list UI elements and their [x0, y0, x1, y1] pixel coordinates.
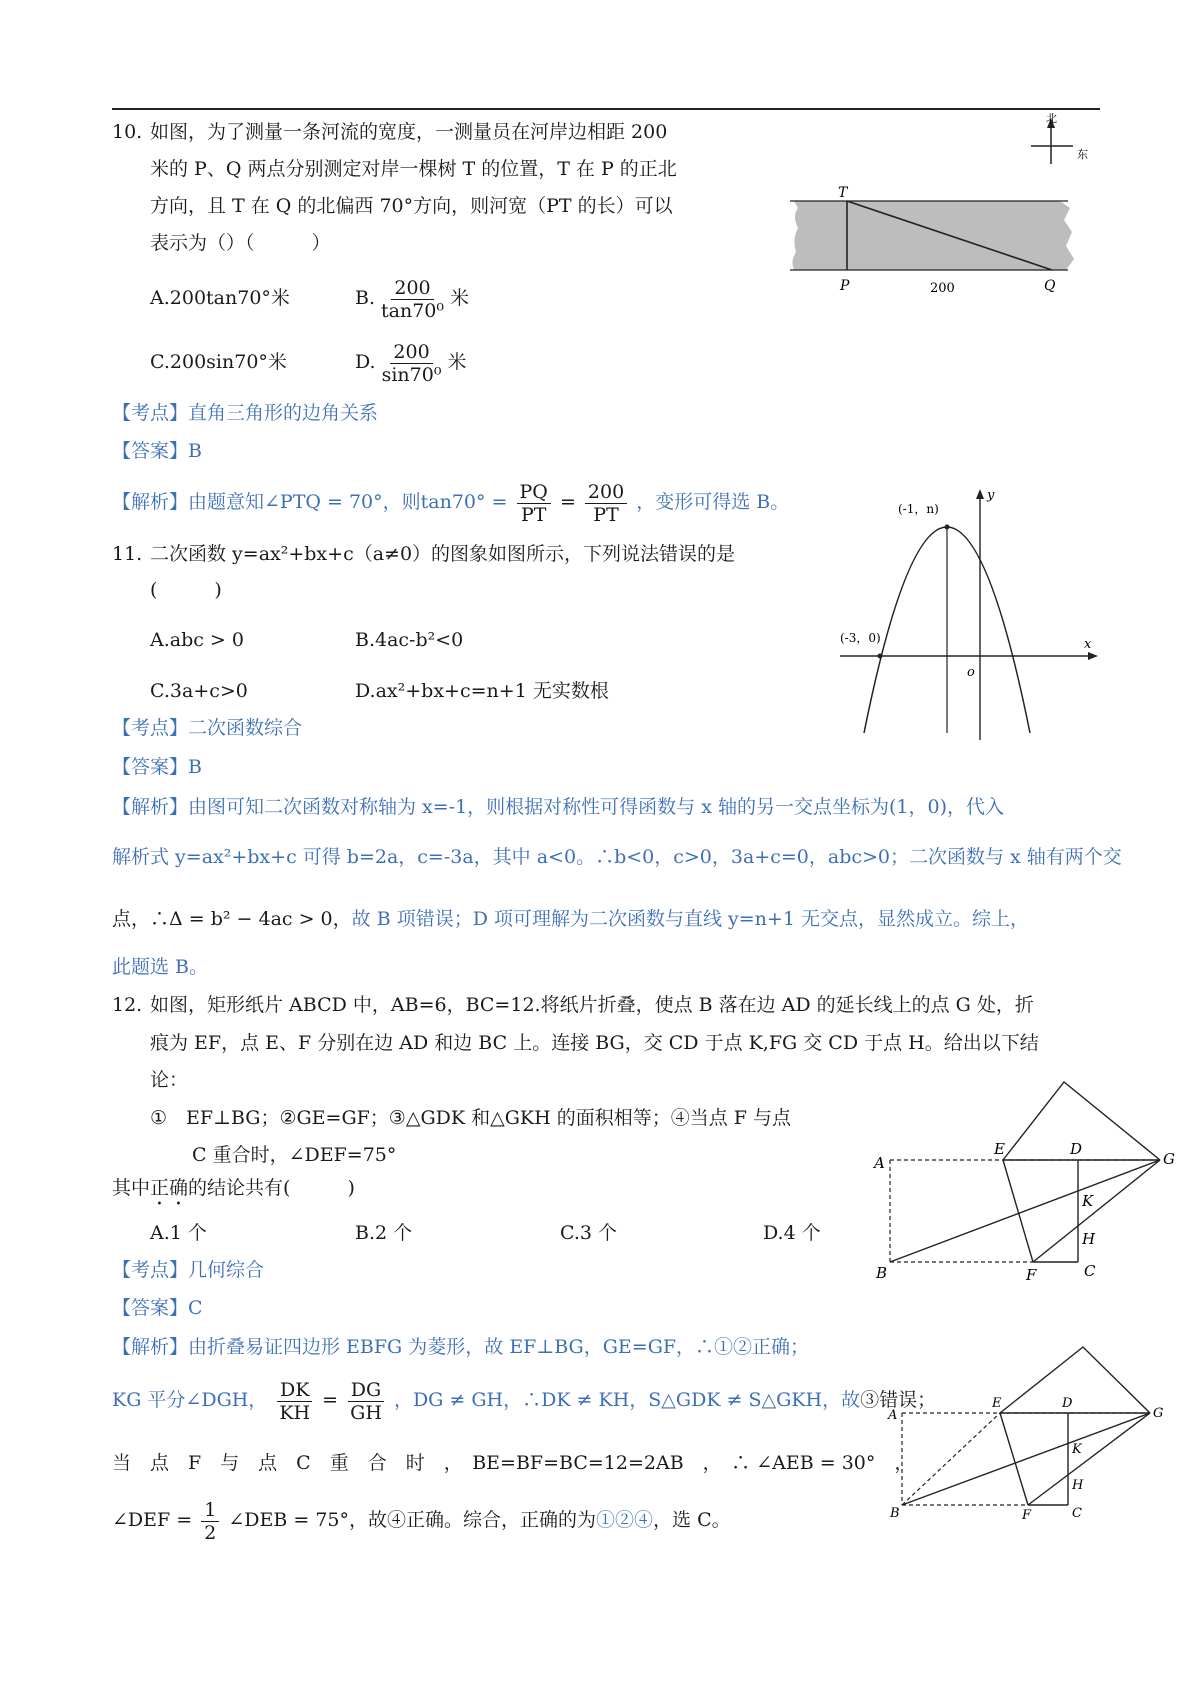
q11-jiexi-3 — [112, 904, 1029, 934]
q12-stem-1-text: 如图，矩形纸片 ABCD 中，AB=6，BC=12.将纸片折叠，使点 B 落在边 AD 的延长线上的点 G 处，折 — [150, 994, 1034, 1016]
q12-condition-2: C 重合时，∠DEF=75° — [192, 1144, 397, 1166]
label-t: T — [838, 185, 848, 201]
q11-stem-text: 二次函数 y=ax²+bx+c（a≠0）的图象如图所示，下列说法错误的是 — [150, 543, 736, 565]
fig2-label-c: C — [1072, 1506, 1082, 1521]
q10-stem-text-1: 如图，为了测量一条河流的宽度，一测量员在河岸边相距 200 — [150, 121, 668, 143]
fig1-label-e: E — [994, 1140, 1005, 1158]
q12-kaodian: 【考点】几何综合 — [112, 1259, 265, 1281]
fig2-label-d: D — [1062, 1396, 1073, 1411]
fig1-label-g: G — [1163, 1150, 1175, 1168]
q12-number: 12. — [112, 994, 143, 1016]
q10-option-d-fraction — [379, 341, 445, 386]
x-label: x — [1084, 637, 1092, 652]
fig1-label-a: A — [874, 1154, 885, 1172]
q12-jiexi-2-post-black: ③错误； — [860, 1389, 937, 1411]
fig2-line-be — [902, 1413, 1000, 1505]
q10-jiexi — [112, 474, 789, 530]
q10-option-d-den: sin70⁰ — [381, 363, 442, 386]
q11-option-c: C.3a+c>0 — [150, 680, 248, 702]
compass-east-label: 东 — [1077, 148, 1088, 161]
q10-option-b-unit: 米 — [450, 287, 470, 309]
fig1-label-c: C — [1084, 1262, 1096, 1280]
q11-paren: ( ) — [150, 579, 222, 601]
q12-jiexi-2-frac-1-num: DK — [277, 1379, 312, 1402]
q12-jiexi-2-frac-1-den: KH — [279, 1401, 311, 1424]
q10-jiexi-prefix: 【解析】由题意知∠PTQ = 70°，则tan70° = — [112, 491, 508, 513]
label-p: P — [840, 278, 850, 294]
q12-option-d: D.4 个 — [763, 1222, 821, 1244]
q12-jiexi-2-eq: = — [322, 1389, 339, 1411]
fig2-label-e: E — [992, 1396, 1002, 1411]
q10-jiexi-frac-1-den: PT — [520, 503, 547, 526]
q10-jiexi-frac-2 — [585, 481, 627, 526]
q12-which-pre: 其中 — [112, 1177, 151, 1199]
q12-jiexi-4-end: ，选 C。 — [653, 1509, 731, 1531]
q12-jiexi-4 — [112, 1492, 731, 1548]
fig2-label-f: F — [1022, 1508, 1032, 1523]
q12-option-a: A.1 个 — [150, 1222, 207, 1244]
q12-jiexi-4-pre: ∠DEF = — [112, 1509, 193, 1531]
q11-answer: 【答案】B — [112, 756, 202, 778]
q12-jiexi-2-post-blue: ，DG ≠ GH，∴DK ≠ KH，S△GDK ≠ S△GKH，故 — [393, 1389, 861, 1411]
q12-stem-3: 论： — [150, 1069, 189, 1091]
q10-stem-line-2: 米的 P、Q 两点分别测定对岸一棵树 T 的位置，T 在 P 的正北 — [150, 158, 677, 180]
label-q: Q — [1044, 278, 1056, 294]
q10-river-figure — [790, 112, 1100, 302]
fig1-line-fg — [1033, 1160, 1160, 1262]
q12-jiexi-2-frac-2-num: DG — [348, 1379, 384, 1402]
fig1-label-f: F — [1026, 1266, 1037, 1284]
fig1-label-k: K — [1082, 1192, 1094, 1210]
compass-north-label: 北 — [1046, 112, 1057, 125]
q10-number: 10. — [112, 121, 143, 143]
q10-jiexi-eq: = — [559, 491, 576, 513]
label-200: 200 — [930, 281, 955, 296]
q12-jiexi-4-frac — [201, 1499, 219, 1544]
river-shape — [792, 201, 1074, 270]
q11-number: 11. — [112, 543, 143, 565]
root-point — [878, 654, 883, 659]
q10-jiexi-frac-1 — [517, 481, 551, 526]
y-label: y — [987, 488, 995, 503]
q12-jiexi-1: 【解析】由折叠易证四边形 EBFG 为菱形，故 EF⊥BG，GE=GF，∴①②正确； — [112, 1336, 810, 1358]
q11-option-b: B.4ac-b²<0 — [355, 629, 464, 651]
q10-stem-line-4: 表示为（）（ ） — [150, 232, 331, 254]
q12-which-emph: 正确 — [150, 1177, 189, 1199]
fig1-label-h: H — [1082, 1230, 1096, 1248]
q10-kaodian: 【考点】直角三角形的边角关系 — [112, 402, 379, 424]
q12-jiexi-4-frac-num: 1 — [201, 1499, 219, 1522]
q10-answer: 【答案】B — [112, 440, 202, 462]
q12-jiexi-2-pre: KG 平分∠DGH， — [112, 1389, 268, 1411]
q11-jiexi-3b: 故 B 项错误；D 项可理解为二次函数与直线 y=n+1 无交点，显然成立。综上， — [351, 908, 1029, 930]
q10-option-d-num: 200 — [390, 341, 432, 364]
q12-fold-figure-2 — [880, 1345, 1180, 1523]
root-label: (-3，0) — [840, 631, 881, 645]
q12-which — [112, 1173, 355, 1210]
q12-condition-1: ① EF⊥BG；②GE=GF；③△GDK 和△GKH 的面积相等；④当点 F 与点 — [150, 1107, 791, 1129]
fig2-label-g: G — [1153, 1406, 1164, 1421]
origin-label: o — [967, 665, 975, 680]
q10-option-b — [355, 270, 469, 326]
q10-jiexi-frac-2-num: 200 — [585, 481, 627, 504]
q12-fold-figure-1 — [860, 1080, 1175, 1284]
q12-jiexi-4-blue: ①②④ — [596, 1509, 654, 1531]
q12-stem-1 — [112, 990, 1034, 1020]
q12-jiexi-2-frac-2 — [347, 1379, 385, 1424]
top-rule — [112, 108, 1100, 110]
fig1-label-b: B — [876, 1264, 888, 1282]
q11-jiexi-1: 【解析】由图可知二次函数对称轴为 x=-1，则根据对称性可得函数与 x 轴的另一交点坐标为(1，0)，代入 — [112, 796, 1004, 818]
q10-option-d — [355, 334, 466, 390]
fig1-line-ef — [1003, 1160, 1033, 1262]
fig2-folded-flap — [1000, 1347, 1150, 1413]
fig2-line-fg — [1028, 1413, 1150, 1505]
q10-option-b-num: 200 — [391, 277, 433, 300]
q10-option-a: A.200tan70°米 — [150, 287, 290, 309]
q12-which-post: 的结论共有( ) — [188, 1177, 355, 1199]
q12-jiexi-2-frac-1 — [276, 1379, 313, 1424]
q10-option-b-den: tan70⁰ — [381, 299, 445, 322]
q11-kaodian: 【考点】二次函数综合 — [112, 717, 303, 739]
fig2-line-bg — [902, 1413, 1150, 1505]
q10-stem-line-3: 方向，且 T 在 Q 的北偏西 70°方向，则河宽（PT 的长）可以 — [150, 195, 673, 217]
y-axis-arrow-icon — [976, 489, 984, 499]
fig2-label-b: B — [890, 1506, 900, 1521]
q11-stem — [112, 539, 735, 569]
q11-jiexi-2: 解析式 y=ax²+bx+c 可得 b=2a，c=-3a，其中 a<0。∴b<0，c>0，3a+c=0，abc>0；二次函数与 x 轴有两个交 — [112, 846, 1122, 868]
q12-jiexi-2 — [112, 1372, 936, 1428]
q12-jiexi-4-frac-den: 2 — [204, 1521, 217, 1544]
q10-stem-line-1 — [112, 117, 667, 147]
q11-option-d: D.ax²+bx+c=n+1 无实数根 — [355, 680, 609, 702]
q10-option-b-fraction — [378, 277, 447, 322]
q10-option-d-unit: 米 — [447, 351, 467, 373]
fig2-label-a: A — [888, 1408, 898, 1423]
vertex-label: (-1，n) — [898, 502, 939, 516]
q12-option-b: B.2 个 — [355, 1222, 413, 1244]
q11-jiexi-3a: 点，∴Δ = b² − 4ac > 0， — [112, 908, 352, 930]
q10-option-d-prefix: D. — [355, 351, 376, 373]
q11-jiexi-4: 此题选 B。 — [112, 956, 209, 978]
q12-jiexi-3: 当 点 F 与 点 C 重 合 时 ， BE=BF=BC=12=2AB ， ∴ ∠AEB = 30° ， — [112, 1452, 914, 1474]
q12-option-c: C.3 个 — [560, 1222, 618, 1244]
q11-option-a: A.abc > 0 — [150, 629, 244, 651]
fig1-line-bg — [890, 1160, 1160, 1262]
q10-jiexi-frac-2-den: PT — [593, 503, 619, 526]
fig2-label-k: K — [1072, 1442, 1082, 1457]
q10-option-c: C.200sin70°米 — [150, 351, 287, 373]
q10-option-b-prefix: B. — [355, 287, 376, 309]
fig1-label-d: D — [1070, 1140, 1083, 1158]
fig2-label-h: H — [1072, 1478, 1084, 1493]
q12-stem-2: 痕为 EF，点 E、F 分别在边 AD 和边 BC 上。连接 BG，交 CD 于点 K,FG 交 CD 于点 H。给出以下结 — [150, 1032, 1039, 1054]
fig2-line-ef — [1000, 1413, 1028, 1505]
q12-answer: 【答案】C — [112, 1297, 203, 1319]
q10-jiexi-frac-1-num: PQ — [517, 481, 551, 504]
q12-jiexi-2-frac-2-den: GH — [350, 1401, 382, 1424]
vertex-point — [945, 525, 950, 530]
x-axis-arrow-icon — [1088, 652, 1098, 660]
q12-jiexi-4-mid: ∠DEB = 75°，故④正确。综合，正确的为 — [228, 1509, 597, 1531]
q10-jiexi-suffix: ，变形可得选 B。 — [636, 491, 790, 513]
q11-parabola-figure — [830, 485, 1100, 745]
